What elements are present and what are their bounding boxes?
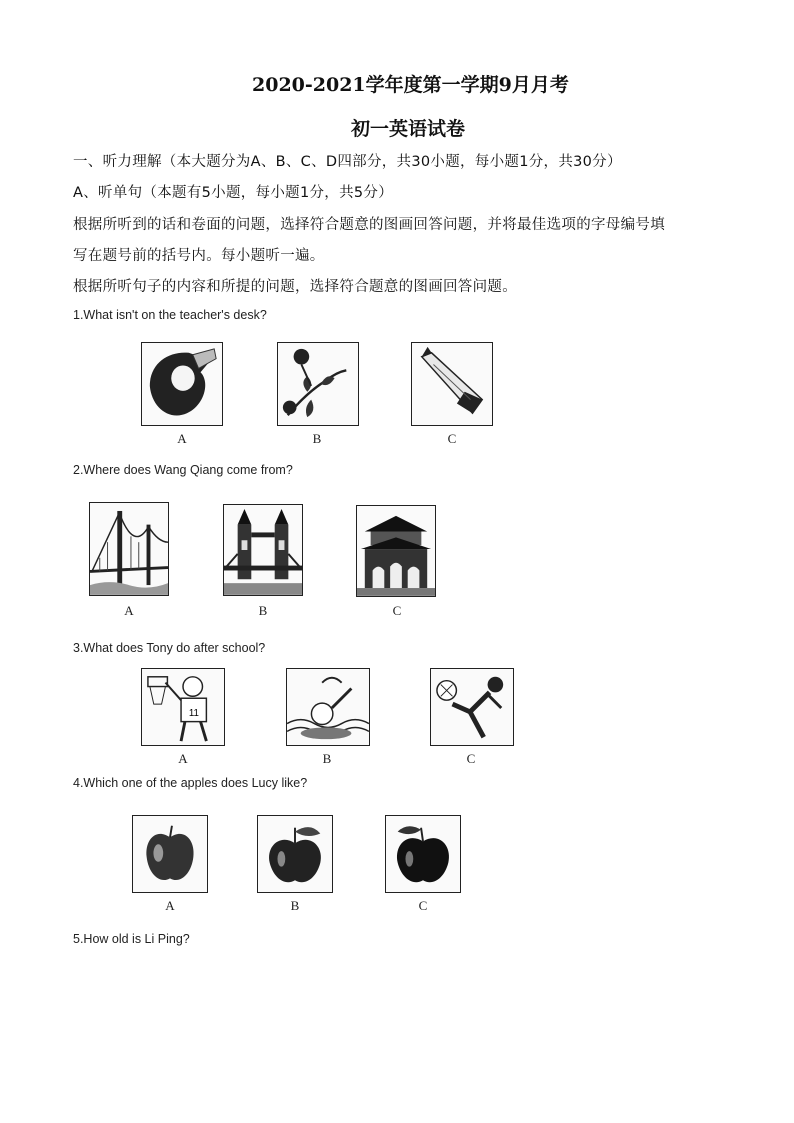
question-4-option-b: B — [290, 898, 300, 913]
apple-icon[interactable] — [132, 815, 208, 893]
instruction-line-1: 根据所听到的话和卷面的问题，选择符合题意的图画回答问题，并将最佳选项的字母编号填 — [73, 217, 665, 233]
question-3-text: 3.What does Tony do after school? — [73, 641, 266, 655]
soccer-player-icon[interactable] — [430, 668, 514, 746]
swimmer-icon[interactable] — [286, 668, 370, 746]
flower-icon[interactable] — [277, 342, 359, 426]
question-3-option-c: C — [466, 751, 476, 766]
question-4-option-c: C — [418, 898, 428, 913]
question-2-option-b: B — [258, 603, 268, 618]
instruction-line-3: 根据所听句子的内容和所提的问题，选择符合题意的图画回答问题。 — [73, 279, 517, 295]
eraser-icon[interactable] — [141, 342, 223, 426]
instruction-line-2: 写在题号前的括号内。每小题听一遍。 — [73, 248, 325, 264]
section-heading: 一、听力理解（本大题分为A、B、C、D四部分，共30小题，每小题1分，共30分） — [73, 154, 622, 170]
question-1-option-c: C — [447, 431, 457, 446]
tiananmen-icon[interactable] — [356, 505, 436, 597]
question-1-option-a: A — [177, 431, 187, 446]
apple-with-leaf-dark-icon[interactable] — [385, 815, 461, 893]
question-3-option-b: B — [322, 751, 332, 766]
question-3-option-a: A — [178, 751, 188, 766]
question-4-text: 4.Which one of the apples does Lucy like? — [73, 776, 308, 790]
question-2-text: 2.Where does Wang Qiang come from? — [73, 463, 293, 477]
part-a-heading: A、听单句（本题有5小题，每小题1分，共5分） — [73, 185, 393, 201]
pencil-icon[interactable] — [411, 342, 493, 426]
exam-subtitle: 初一英语试卷 — [351, 118, 466, 140]
apple-with-leaf-icon[interactable] — [257, 815, 333, 893]
question-1-text: 1.What isn't on the teacher's desk? — [73, 308, 267, 322]
tower-bridge-icon[interactable] — [223, 504, 303, 596]
basketball-player-icon[interactable] — [141, 668, 225, 746]
question-4-option-a: A — [165, 898, 175, 913]
svg-text:11: 11 — [188, 707, 199, 719]
question-2-option-c: C — [392, 603, 402, 618]
question-5-text: 5.How old is Li Ping? — [73, 932, 190, 946]
question-1-option-b: B — [312, 431, 322, 446]
golden-gate-bridge-icon[interactable] — [89, 502, 169, 596]
exam-title: 2020-2021学年度第一学期9月月考 — [252, 74, 569, 96]
question-2-option-a: A — [124, 603, 134, 618]
